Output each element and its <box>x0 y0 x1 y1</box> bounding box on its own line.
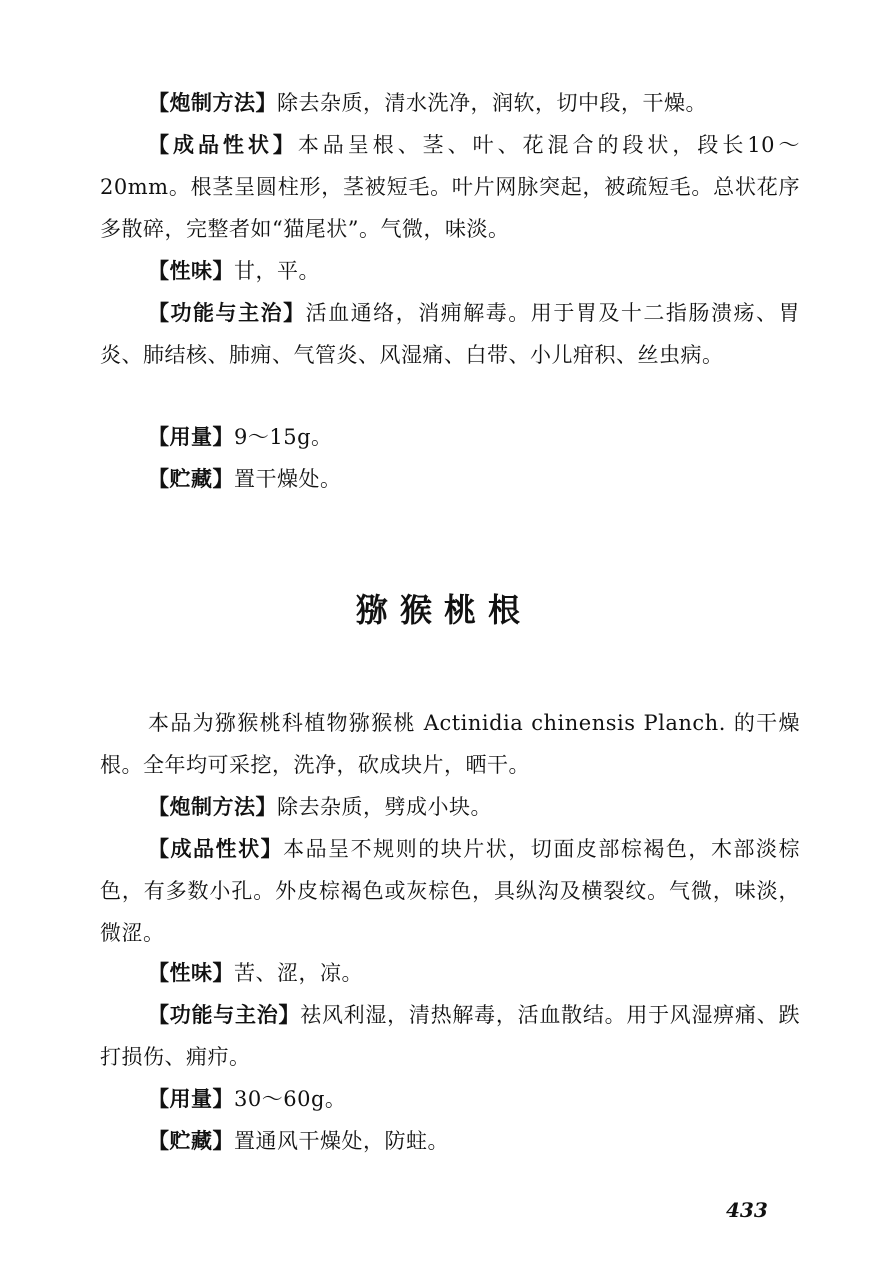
xingwei-text: 甘，平。 <box>234 259 320 283</box>
entry-gongneng-paragraph <box>100 994 800 1078</box>
yongliang-label: 【用量】 <box>148 424 234 449</box>
xingzhuang-label: 【成品性状】 <box>148 132 298 157</box>
entry-zhucang-text: 置通风干燥处，防蛀。 <box>234 1129 449 1153</box>
entry-title: 猕猴桃根 <box>355 591 532 629</box>
paozhi-paragraph <box>100 82 800 124</box>
entry-xingwei-paragraph <box>100 952 800 994</box>
gongneng-text: 活血通络，消痈解毒。用于胃及十二指肠溃疡、胃炎、肺结核、肺痈、气管炎、风湿痛、白带、小儿疳积、丝虫病。 <box>100 301 800 367</box>
gongneng-label: 【功能与主治】 <box>148 300 306 325</box>
entry-zhucang-paragraph <box>100 1120 800 1162</box>
entry-yongliang-text: 30～60g。 <box>234 1087 347 1111</box>
entry-xingwei-text: 苦、涩，凉。 <box>234 961 363 985</box>
entry-gongneng-text: 祛风利湿，清热解毒，活血散结。用于风湿痹痛、跌打损伤、痈疖。 <box>100 1003 801 1069</box>
entry-xingzhuang-label: 【成品性状】 <box>148 836 284 861</box>
zhucang-text: 置干燥处。 <box>234 467 342 491</box>
xingwei-label: 【性味】 <box>148 258 234 283</box>
zhucang-label: 【贮藏】 <box>148 466 234 491</box>
entry-zhucang-label: 【贮藏】 <box>148 1128 234 1153</box>
gongneng-paragraph <box>100 292 800 376</box>
page-number: 433 <box>726 1198 768 1222</box>
entry-xingzhuang-text: 本品呈不规则的块片状，切面皮部棕褐色，木部淡棕色，有多数小孔。外皮棕褐色或灰棕色，具纵沟及横裂纹。气微，味淡，微涩。 <box>100 837 801 945</box>
entry-intro: 本品为猕猴桃科植物猕猴桃 Actinidia chinensis Planch. 的干燥根。全年均可采挖，洗净，砍成块片，晒干。 <box>100 711 800 777</box>
paozhi-text: 除去杂质，清水洗净，润软，切中段，干燥。 <box>277 91 707 115</box>
zhucang-paragraph <box>100 458 800 500</box>
entry-paozhi-paragraph <box>100 786 800 828</box>
xingwei-paragraph <box>100 250 800 292</box>
yongliang-paragraph <box>100 416 800 458</box>
entry-xingzhuang-paragraph <box>100 828 800 954</box>
xingzhuang-text: 本品呈根、茎、叶、花混合的段状，段长10～20mm。根茎呈圆柱形，茎被短毛。叶片网脉突起，被疏短毛。总状花序多散碎，完整者如“猫尾状”。气微，味淡。 <box>100 133 800 241</box>
entry-yongliang-label: 【用量】 <box>148 1086 234 1111</box>
entry-gongneng-label: 【功能与主治】 <box>148 1002 301 1027</box>
entry-yongliang-paragraph <box>100 1078 800 1120</box>
yongliang-text: 9～15g。 <box>234 425 333 449</box>
entry-paozhi-text: 除去杂质，劈成小块。 <box>277 795 492 819</box>
xingzhuang-paragraph <box>100 124 800 250</box>
paozhi-label: 【炮制方法】 <box>148 90 277 115</box>
entry-xingwei-label: 【性味】 <box>148 960 234 985</box>
entry-paozhi-label: 【炮制方法】 <box>148 794 277 819</box>
